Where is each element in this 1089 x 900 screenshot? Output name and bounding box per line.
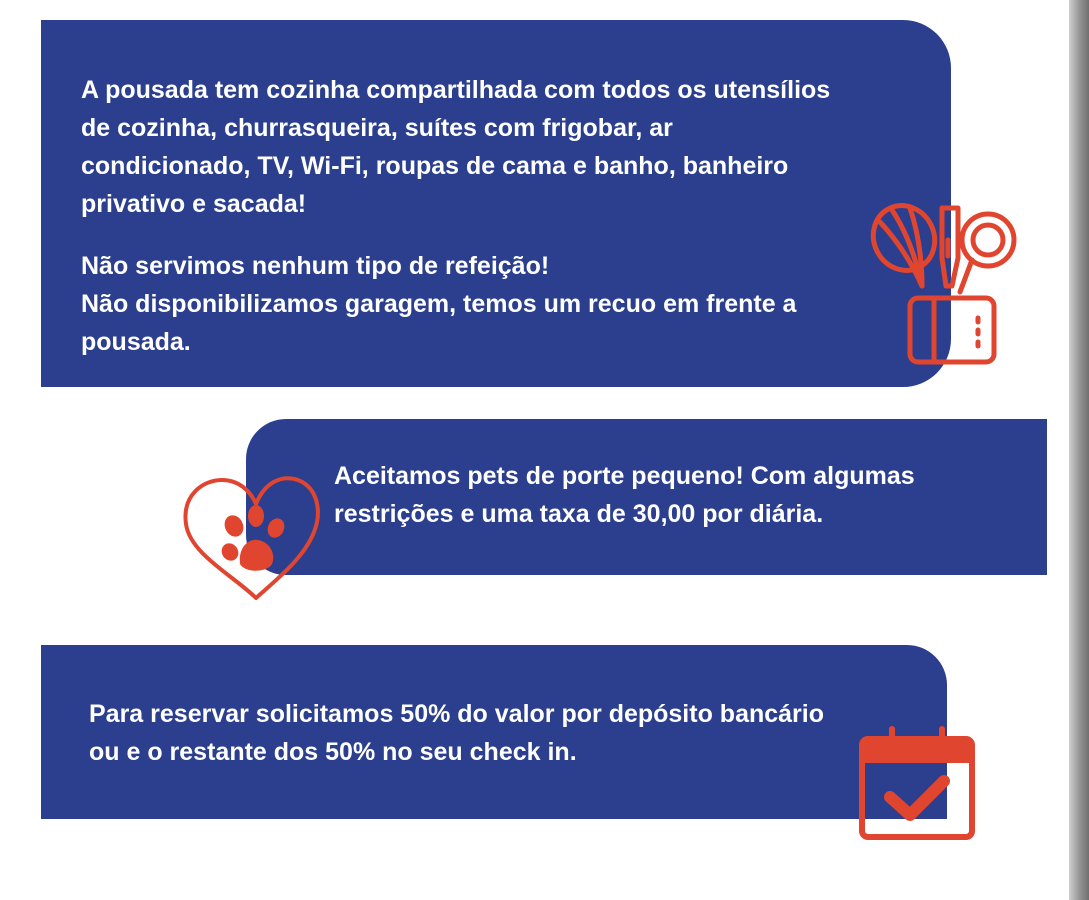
booking-text: Para reservar solicitamos 50% do valor por depósito bancário ou e o restante dos 50% no seu check in. bbox=[89, 700, 824, 766]
pets-card bbox=[246, 419, 1047, 575]
heart-paw-icon bbox=[176, 472, 326, 609]
booking-card bbox=[41, 645, 947, 819]
window-edge bbox=[1069, 0, 1089, 900]
amenities-card bbox=[41, 20, 951, 387]
amenities-text: A pousada tem cozinha compartilhada com todos os utensílios de cozinha, churrasqueira, suítes com frigobar, ar condicionado, TV, Wi-Fi, roupas de cama e banho, banheiro privativo e sacada! bbox=[81, 76, 831, 218]
kitchen-utensils-icon bbox=[866, 200, 1024, 373]
amenities-notes: Não servimos nenhum tipo de refeição! Não disponibilizamos garagem, temos um recuo em frente a pousada. bbox=[81, 252, 797, 356]
calendar-check-icon bbox=[856, 725, 980, 850]
pets-text: Aceitamos pets de porte pequeno! Com algumas restrições e uma taxa de 30,00 por diária. bbox=[334, 462, 915, 528]
